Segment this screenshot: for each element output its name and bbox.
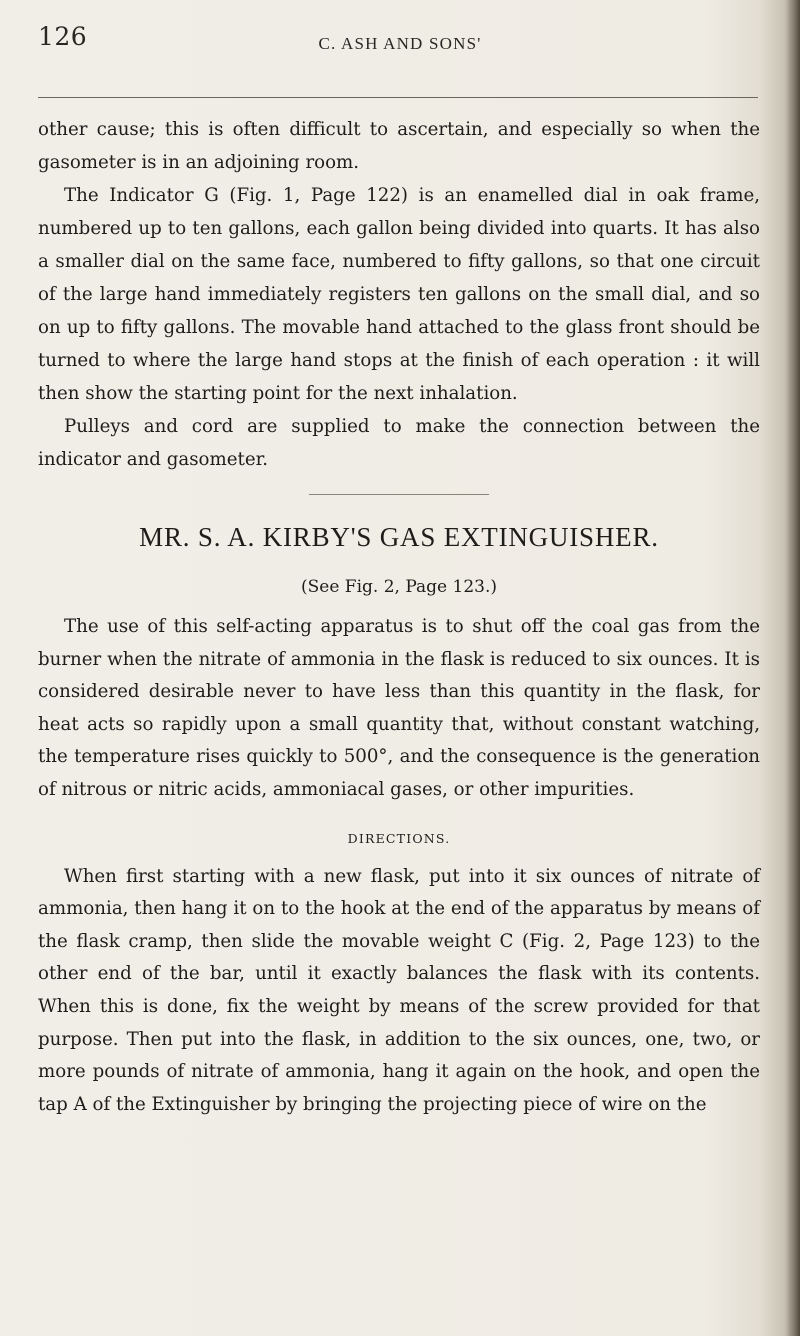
paragraph-pulleys: Pulleys and cord are supplied to make the connection between the indicator and gasometer.	[38, 416, 760, 470]
figure-reference: (See Fig. 2, Page 123.)	[301, 577, 497, 597]
paragraph-extinguisher-use: The use of this self-acting apparatus is to shut off the coal gas from the burner when the nitrate of ammonia in the flask is reduced to six ounces. It is considered desirable never to have less than this quantity in the flask, for heat acts so rapidly upon a small quantity that, without constant watching, the temperature rises quickly to 500°, and the consequence is the generation of nitrous or nitric acids, ammoniacal gases, or other impurities.	[38, 616, 760, 800]
page-body	[38, 108, 760, 1121]
paragraph-directions: When first starting with a new flask, put into it six ounces of nitrate of ammonia, then hang it on to the hook at the end of the apparatus by means of the flask cramp, then slide the movable weight C (Fig. 2, Page 123) to the other end of the bar, until it exactly balances the flask with its contents. When this is done, fix the weight by means of the screw provided for that purpose. Then put into the flask, in addition to the six ounces, one, two, or more pounds of nitrate of ammonia, hang it again on the hook, and open the tap A of the Extinguisher by bringing the projecting piece of wire on the	[38, 865, 760, 1115]
section-divider	[309, 494, 489, 495]
paragraph-continuation: other cause; this is often difficult to ascertain, and especially so when the gasometer is in an adjoining room.	[38, 119, 760, 173]
page-edge-shadow	[786, 0, 800, 1336]
paragraph-indicator: The Indicator G (Fig. 1, Page 122) is an enamelled dial in oak frame, numbered up to ten gallons, each gallon being divided into quarts. It has also a smaller dial on the same face, numbered to fifty gallons, so that one circuit of the large hand immediately registers ten gallons on the small dial, and so on up to fifty gallons. The movable hand attached to the glass front should be turned to where the large hand stops at the finish of each operation : it will then show the starting point for the next inhalation.	[38, 185, 760, 404]
running-head: C. ASH AND SONS'	[318, 34, 482, 53]
page-header	[0, 22, 800, 72]
header-rule	[38, 97, 758, 98]
page-number: 126	[38, 22, 88, 51]
section-title: MR. S. A. KIRBY'S GAS EXTINGUISHER.	[139, 522, 659, 552]
directions-heading: DIRECTIONS.	[347, 830, 451, 846]
